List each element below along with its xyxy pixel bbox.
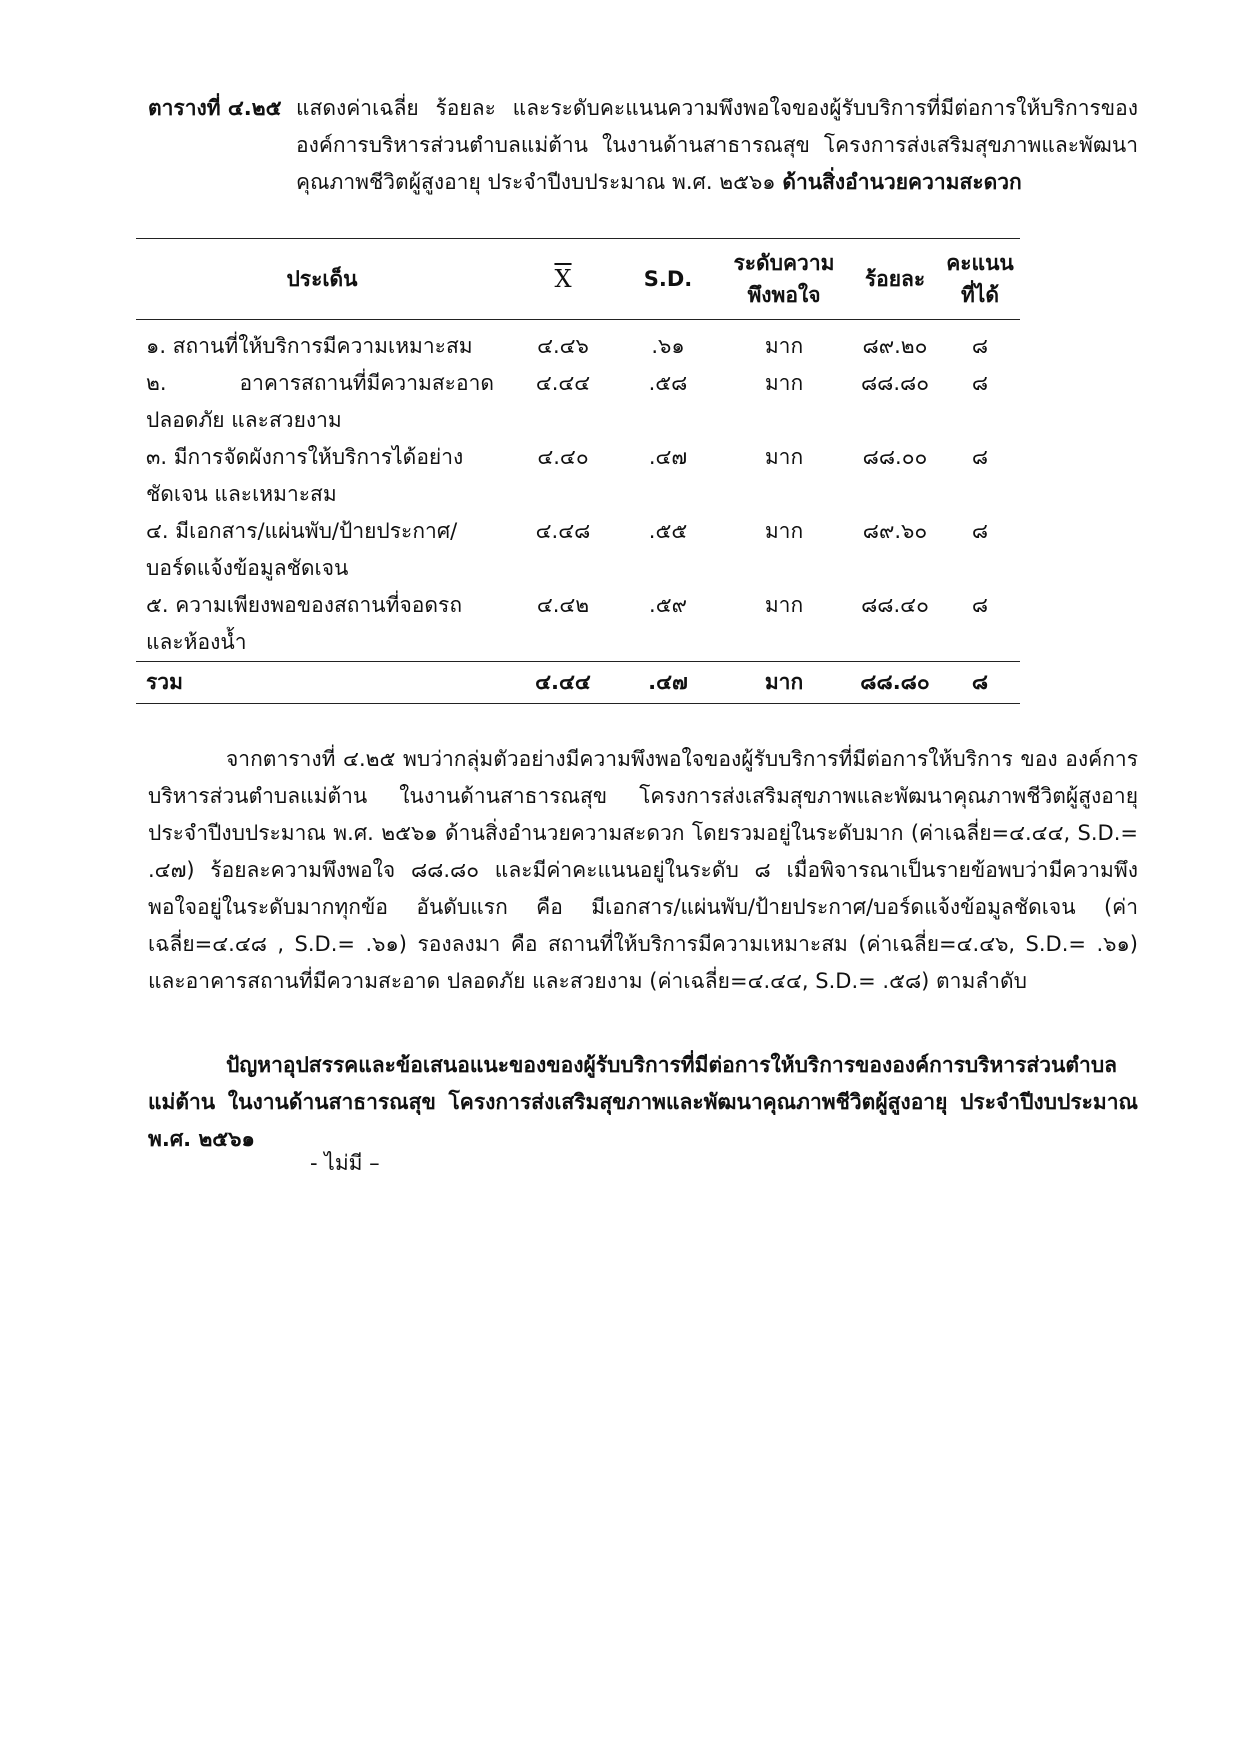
row-item: ๑. สถานที่ให้บริการมีความเหมาะสม [146, 334, 473, 358]
row-sd: .๕๙ [649, 593, 687, 617]
table-caption-label: ตารางที่ ๔.๒๕ [148, 96, 282, 120]
satisfaction-table [136, 238, 1020, 704]
row-item: ๓. มีการจัดผังการให้บริการได้อย่าง ชัดเจน และเหมาะสม [146, 445, 464, 506]
row-score: ๘ [971, 519, 989, 543]
row-item: ๔. มีเอกสาร/แผ่นพับ/ป้ายประกาศ/ บอร์ดแจ้งข้อมูลชัดเจน [146, 519, 458, 580]
total-mean: ๔.๔๔ [508, 662, 618, 704]
table-row [136, 587, 1020, 662]
table-row [136, 365, 1020, 439]
row-percent: ๘๙.๖๐ [862, 519, 928, 543]
header-level-line2: พึงพอใจ [747, 283, 821, 307]
row-level: มาก [764, 445, 804, 469]
results-paragraph: จากตารางที่ ๔.๒๕ พบว่ากลุ่มตัวอย่างมีความพึงพอใจของผู้รับบริการที่มีต่อการให้บริการ ของ องค์การบริหารส่วนตำบลแม่ต้าน ในงานด้านสาธารณสุข โครงการส่งเสริมสุขภาพและพัฒนาคุณภาพชีวิตผู้สูงอายุ ประจำปีงบประมาณ พ.ศ. ๒๕๖๑ ด้านสิ่งอำนวยความสะดวก โดยรวมอยู่ในระดับมาก (ค่าเฉลี่ย=๔.๔๔, S.D.= .๔๗) ร้อยละความพึงพอใจ ๘๘.๘๐ และมีค่าคะแนนอยู่ในระดับ ๘ เมื่อพิจารณาเป็นรายข้อพบว่ามีความพึงพอใจอยู่ในระดับมากทุกข้อ อันดับแรก คือ มีเอกสาร/แผ่นพับ/ป้ายประกาศ/บอร์ดแจ้งข้อมูลชัดเจน (ค่าเฉลี่ย=๔.๔๘ , S.D.= .๖๑) รองลงมา คือ สถานที่ให้บริการมีความเหมาะสม (ค่าเฉลี่ย=๔.๔๖, S.D.= .๖๑) และอาคารสถานที่มีความสะอาด ปลอดภัย และสวยงาม (ค่าเฉลี่ย=๔.๔๔, S.D.= .๕๘) ตามลำดับ [148, 747, 1138, 993]
row-sd: .๕๕ [648, 519, 688, 543]
row-score: ๘ [971, 593, 989, 617]
row-mean: ๔.๔๔ [535, 371, 591, 395]
header-level [718, 239, 850, 320]
row-sd: .๕๘ [648, 371, 688, 395]
table-caption-text [296, 90, 1138, 201]
total-percent: ๘๘.๘๐ [850, 662, 940, 704]
header-issue: ประเด็น [136, 239, 508, 320]
table-row [136, 439, 1020, 513]
row-percent: ๘๘.๐๐ [862, 445, 928, 469]
header-score [940, 239, 1020, 320]
table-row [136, 513, 1020, 587]
row-sd: .๖๑ [651, 334, 685, 358]
row-score: ๘ [971, 334, 989, 358]
row-score: ๘ [971, 371, 989, 395]
header-mean [508, 239, 618, 320]
row-item: ๕. ความเพียงพอของสถานที่จอดรถ และห้องน้ำ [146, 593, 463, 654]
table-total-row [136, 662, 1020, 704]
row-mean: ๔.๔๒ [536, 593, 590, 617]
table-row [136, 320, 1020, 366]
total-level: มาก [718, 662, 850, 704]
header-score-line1: คะแนน [946, 251, 1014, 275]
problems-none: - ไม่มี – [310, 1151, 380, 1175]
row-level: มาก [764, 519, 804, 543]
row-level: มาก [764, 593, 804, 617]
table-caption-aspect: ด้านสิ่งอำนวยความสะดวก [782, 170, 1022, 194]
row-item: ๒. อาคารสถานที่มีความสะอาด ปลอดภัย และสวยงาม [146, 371, 494, 432]
header-score-line2: ที่ได้ [960, 283, 1000, 307]
row-score: ๘ [971, 445, 989, 469]
row-mean: ๔.๔๘ [535, 519, 591, 543]
problems-heading: ปัญหาอุปสรรคและข้อเสนอแนะของของผู้รับบริการที่มีต่อการให้บริการขององค์การบริหารส่วนตำบลแม่ต้าน ในงานด้านสาธารณสุข โครงการส่งเสริมสุขภาพและพัฒนาคุณภาพชีวิตผู้สูงอายุ ประจำปีงบประมาณ พ.ศ. ๒๕๖๑ [148, 1053, 1138, 1151]
row-percent: ๘๘.๘๐ [860, 371, 930, 395]
header-level-line1: ระดับความ [733, 251, 835, 275]
total-label: รวม [136, 662, 508, 704]
row-mean: ๔.๔๐ [537, 445, 589, 469]
total-sd: .๔๗ [618, 662, 718, 704]
row-mean: ๔.๔๖ [537, 334, 589, 358]
row-percent: ๘๙.๒๐ [862, 334, 928, 358]
row-level: มาก [764, 371, 804, 395]
row-percent: ๘๘.๔๐ [861, 593, 929, 617]
table-caption-body: แสดงค่าเฉลี่ย ร้อยละ และระดับคะแนนความพึงพอใจของผู้รับบริการที่มีต่อการให้บริการขององค์การบริหารส่วนตำบลแม่ต้าน ในงานด้านสาธารณสุข โครงการส่งเสริมสุขภาพและพัฒนาคุณภาพชีวิตผู้สูงอายุ ประจำปีงบประมาณ พ.ศ. ๒๕๖๑ [296, 96, 1138, 194]
total-score: ๘ [940, 662, 1020, 704]
table-header-row [136, 239, 1020, 320]
table-caption [148, 90, 1138, 201]
header-sd: S.D. [618, 239, 718, 320]
header-percent: ร้อยละ [850, 239, 940, 320]
row-sd: .๔๗ [648, 445, 688, 469]
row-level: มาก [764, 334, 804, 358]
header-mean-symbol: $\overline{X}$ [554, 264, 572, 293]
